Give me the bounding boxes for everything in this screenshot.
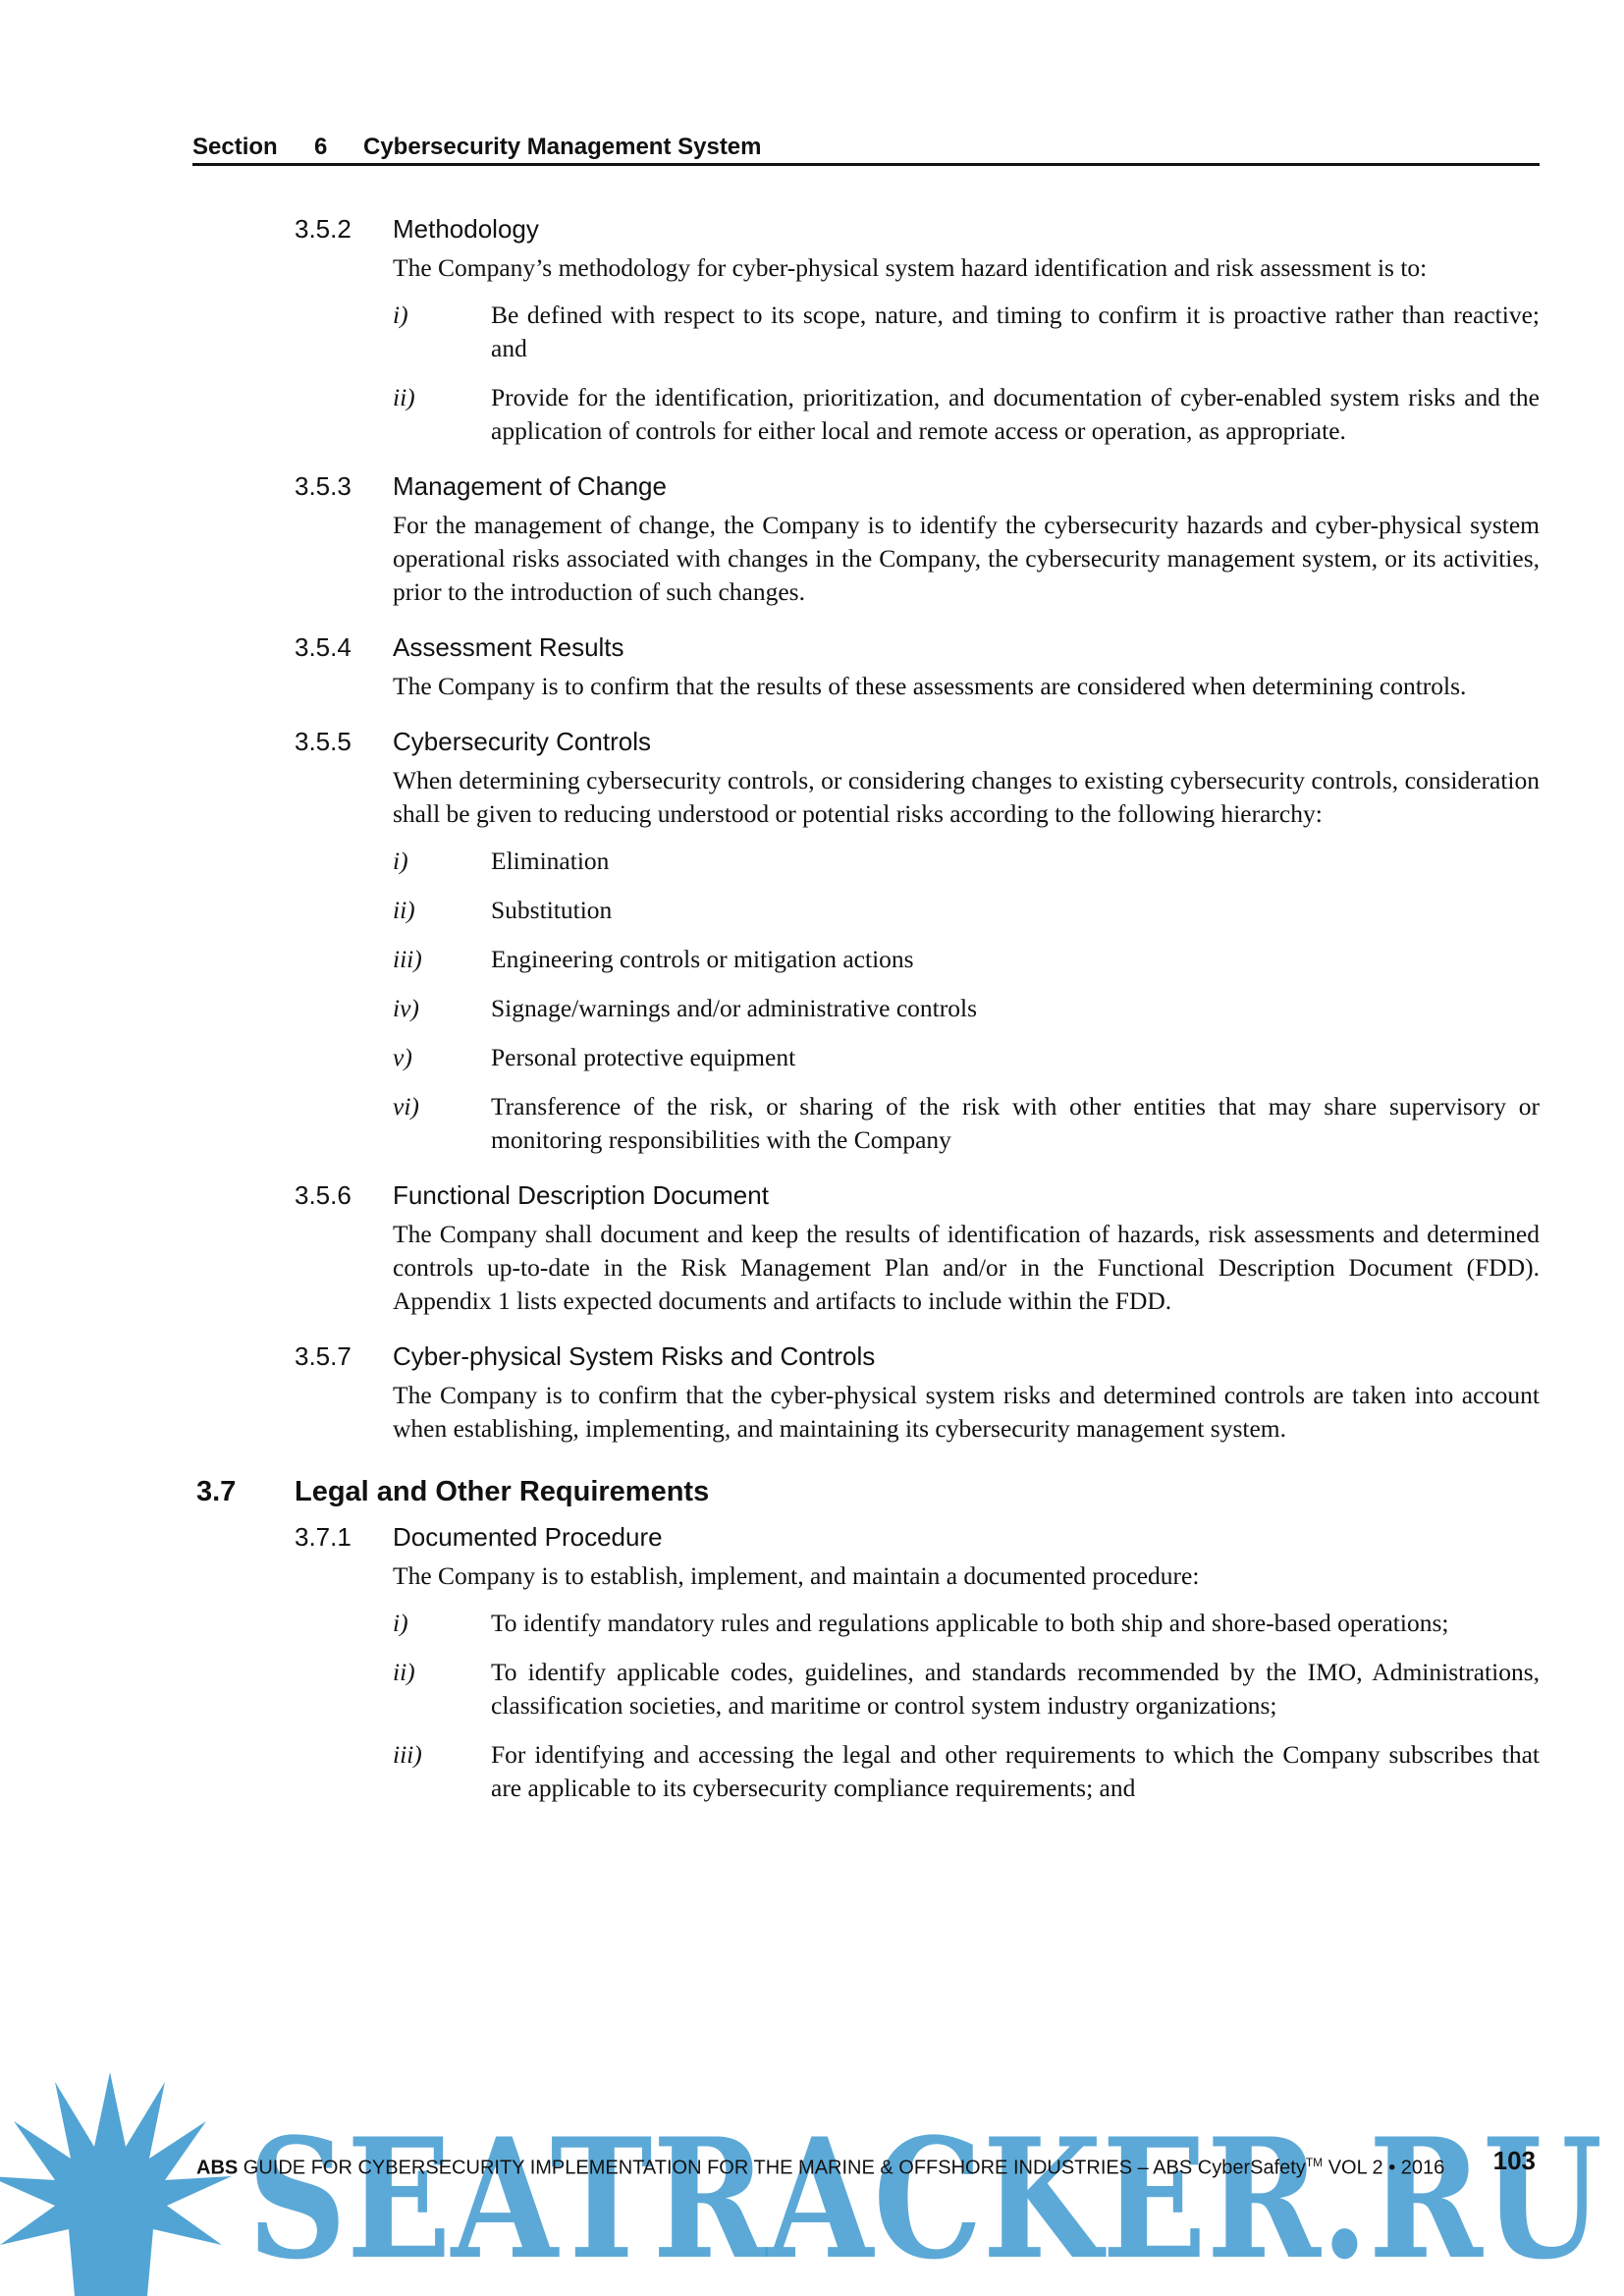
subsection-3-5-4: [192, 630, 1540, 703]
list-item: [393, 1041, 1540, 1074]
list-item: [393, 894, 1540, 927]
footer-title: GUIDE FOR CYBERSECURITY IMPLEMENTATION FOR THE MARINE & OFFSHORE INDUSTRIES – ABS CyberSafety: [243, 2157, 1306, 2179]
subsection-3-5-5: [192, 725, 1540, 1157]
list-text: To identify applicable codes, guidelines, and standards recommended by the IMO, Administrations, classification societies, and maritime or control system industry organizations;: [491, 1658, 1540, 1720]
list-marker: i): [393, 301, 408, 329]
numbered-list: [393, 1607, 1540, 1805]
section-label: Section: [192, 134, 278, 160]
subsection-number: 3.7.1: [295, 1522, 352, 1552]
list-text: Personal protective equipment: [491, 1043, 796, 1071]
subsection-3-7-1: [192, 1520, 1540, 1805]
list-item: [393, 992, 1540, 1025]
subsection-title: Assessment Results: [393, 632, 624, 662]
subsection-heading: [192, 1178, 1540, 1212]
subsection-3-5-3: [192, 469, 1540, 609]
list-marker: iv): [393, 994, 419, 1022]
subsection-title: Cybersecurity Controls: [393, 727, 651, 756]
list-text: Elimination: [491, 847, 610, 875]
footer-brand: ABS: [196, 2157, 239, 2179]
subsection-number: 3.5.3: [295, 471, 352, 501]
list-item: [393, 943, 1540, 976]
subsection-title: Documented Procedure: [393, 1522, 663, 1552]
numbered-list: [393, 299, 1540, 448]
paragraph: The Company is to confirm that the results of these assessments are considered when determining controls.: [393, 672, 1467, 700]
list-item: [393, 1607, 1540, 1640]
subsection-heading: [192, 1339, 1540, 1373]
subsection-3-5-6: [192, 1178, 1540, 1318]
list-item: [393, 1656, 1540, 1722]
paragraph: The Company’s methodology for cyber-physical system hazard identification and risk assessment is to:: [393, 253, 1428, 282]
list-marker: ii): [393, 1658, 415, 1686]
page-footer: [196, 2146, 1536, 2182]
paragraph: When determining cybersecurity controls, or considering changes to existing cybersecurity controls, consideration shall be given to reducing understood or potential risks according to the following hierarchy:: [393, 766, 1540, 828]
list-item: [393, 1090, 1540, 1157]
running-header: [192, 132, 1540, 163]
page-body: [192, 212, 1540, 1827]
subsection-number: 3.5.7: [295, 1341, 352, 1371]
subsection-heading: [192, 630, 1540, 664]
subsection-heading: [192, 212, 1540, 246]
page-number: 103: [1492, 2146, 1536, 2175]
list-item: [393, 1738, 1540, 1805]
list-marker: i): [393, 1609, 408, 1637]
list-marker: iii): [393, 1740, 422, 1769]
footer-tm: TM: [1305, 2156, 1324, 2169]
list-marker: vi): [393, 1092, 419, 1121]
hierarchy-list: [393, 845, 1540, 1157]
list-text: Provide for the identification, prioritization, and documentation of cyber-enabled system risks and the application of controls for either local and remote access or operation, as appropriate.: [491, 383, 1540, 445]
list-item: [393, 299, 1540, 365]
section-title: Cybersecurity Management System: [363, 134, 762, 160]
watermark-text: SEATRACKER.RU: [247, 2102, 1602, 2296]
list-item: [393, 845, 1540, 878]
header-divider: [192, 163, 1540, 166]
major-number: 3.7: [196, 1476, 237, 1507]
paragraph: The Company shall document and keep the results of identification of hazards, risk assessments and determined controls up-to-date in the Risk Management Plan and/or in the Functional Description Document (FDD). Appendix 1 lists expected documents and artifacts to include within the FDD.: [393, 1220, 1540, 1315]
sun-burst-icon: [0, 2072, 232, 2296]
major-heading: [192, 1473, 1540, 1510]
subsection-heading: [192, 725, 1540, 758]
subsection-number: 3.5.2: [295, 214, 352, 244]
paragraph: The Company is to establish, implement, and maintain a documented procedure:: [393, 1561, 1200, 1590]
subsection-title: Functional Description Document: [393, 1180, 769, 1210]
list-text: Be defined with respect to its scope, nature, and timing to confirm it is proactive rather than reactive; and: [491, 301, 1540, 362]
list-text: Engineering controls or mitigation actions: [491, 945, 914, 973]
list-marker: ii): [393, 383, 415, 411]
list-text: Transference of the risk, or sharing of the risk with other entities that may share supervisory or monitoring responsibilities with the Company: [491, 1092, 1540, 1154]
section-number: 6: [314, 134, 328, 160]
subsection-heading: [192, 469, 1540, 503]
list-marker: iii): [393, 945, 422, 973]
list-marker: i): [393, 847, 408, 875]
list-text: Signage/warnings and/or administrative controls: [491, 994, 978, 1022]
subsection-heading: [192, 1520, 1540, 1554]
subsection-3-5-7: [192, 1339, 1540, 1446]
list-item: [393, 381, 1540, 448]
subsection-number: 3.5.6: [295, 1180, 352, 1210]
major-title: Legal and Other Requirements: [295, 1476, 710, 1507]
subsection-number: 3.5.5: [295, 727, 352, 756]
paragraph: The Company is to confirm that the cyber-physical system risks and determined controls are taken into account when establishing, implementing, and maintaining its cybersecurity management system.: [393, 1381, 1540, 1443]
footer-volume: VOL 2 • 2016: [1327, 2157, 1445, 2179]
list-marker: v): [393, 1043, 412, 1071]
subsection-title: Cyber-physical System Risks and Controls: [393, 1341, 876, 1371]
list-marker: ii): [393, 896, 415, 924]
list-text: For identifying and accessing the legal and other requirements to which the Company subscribes that are applicable to its cybersecurity compliance requirements; and: [491, 1740, 1540, 1802]
subsection-3-5-2: [192, 212, 1540, 448]
subsection-number: 3.5.4: [295, 632, 352, 662]
paragraph: For the management of change, the Company is to identify the cybersecurity hazards and cyber-physical system operational risks associated with changes in the Company, the cybersecurity management system, or its activities, prior to the introduction of such changes.: [393, 511, 1540, 606]
subsection-title: Methodology: [393, 214, 539, 244]
subsection-title: Management of Change: [393, 471, 667, 501]
list-text: To identify mandatory rules and regulations applicable to both ship and shore-based operations;: [491, 1609, 1449, 1637]
list-text: Substitution: [491, 896, 613, 924]
